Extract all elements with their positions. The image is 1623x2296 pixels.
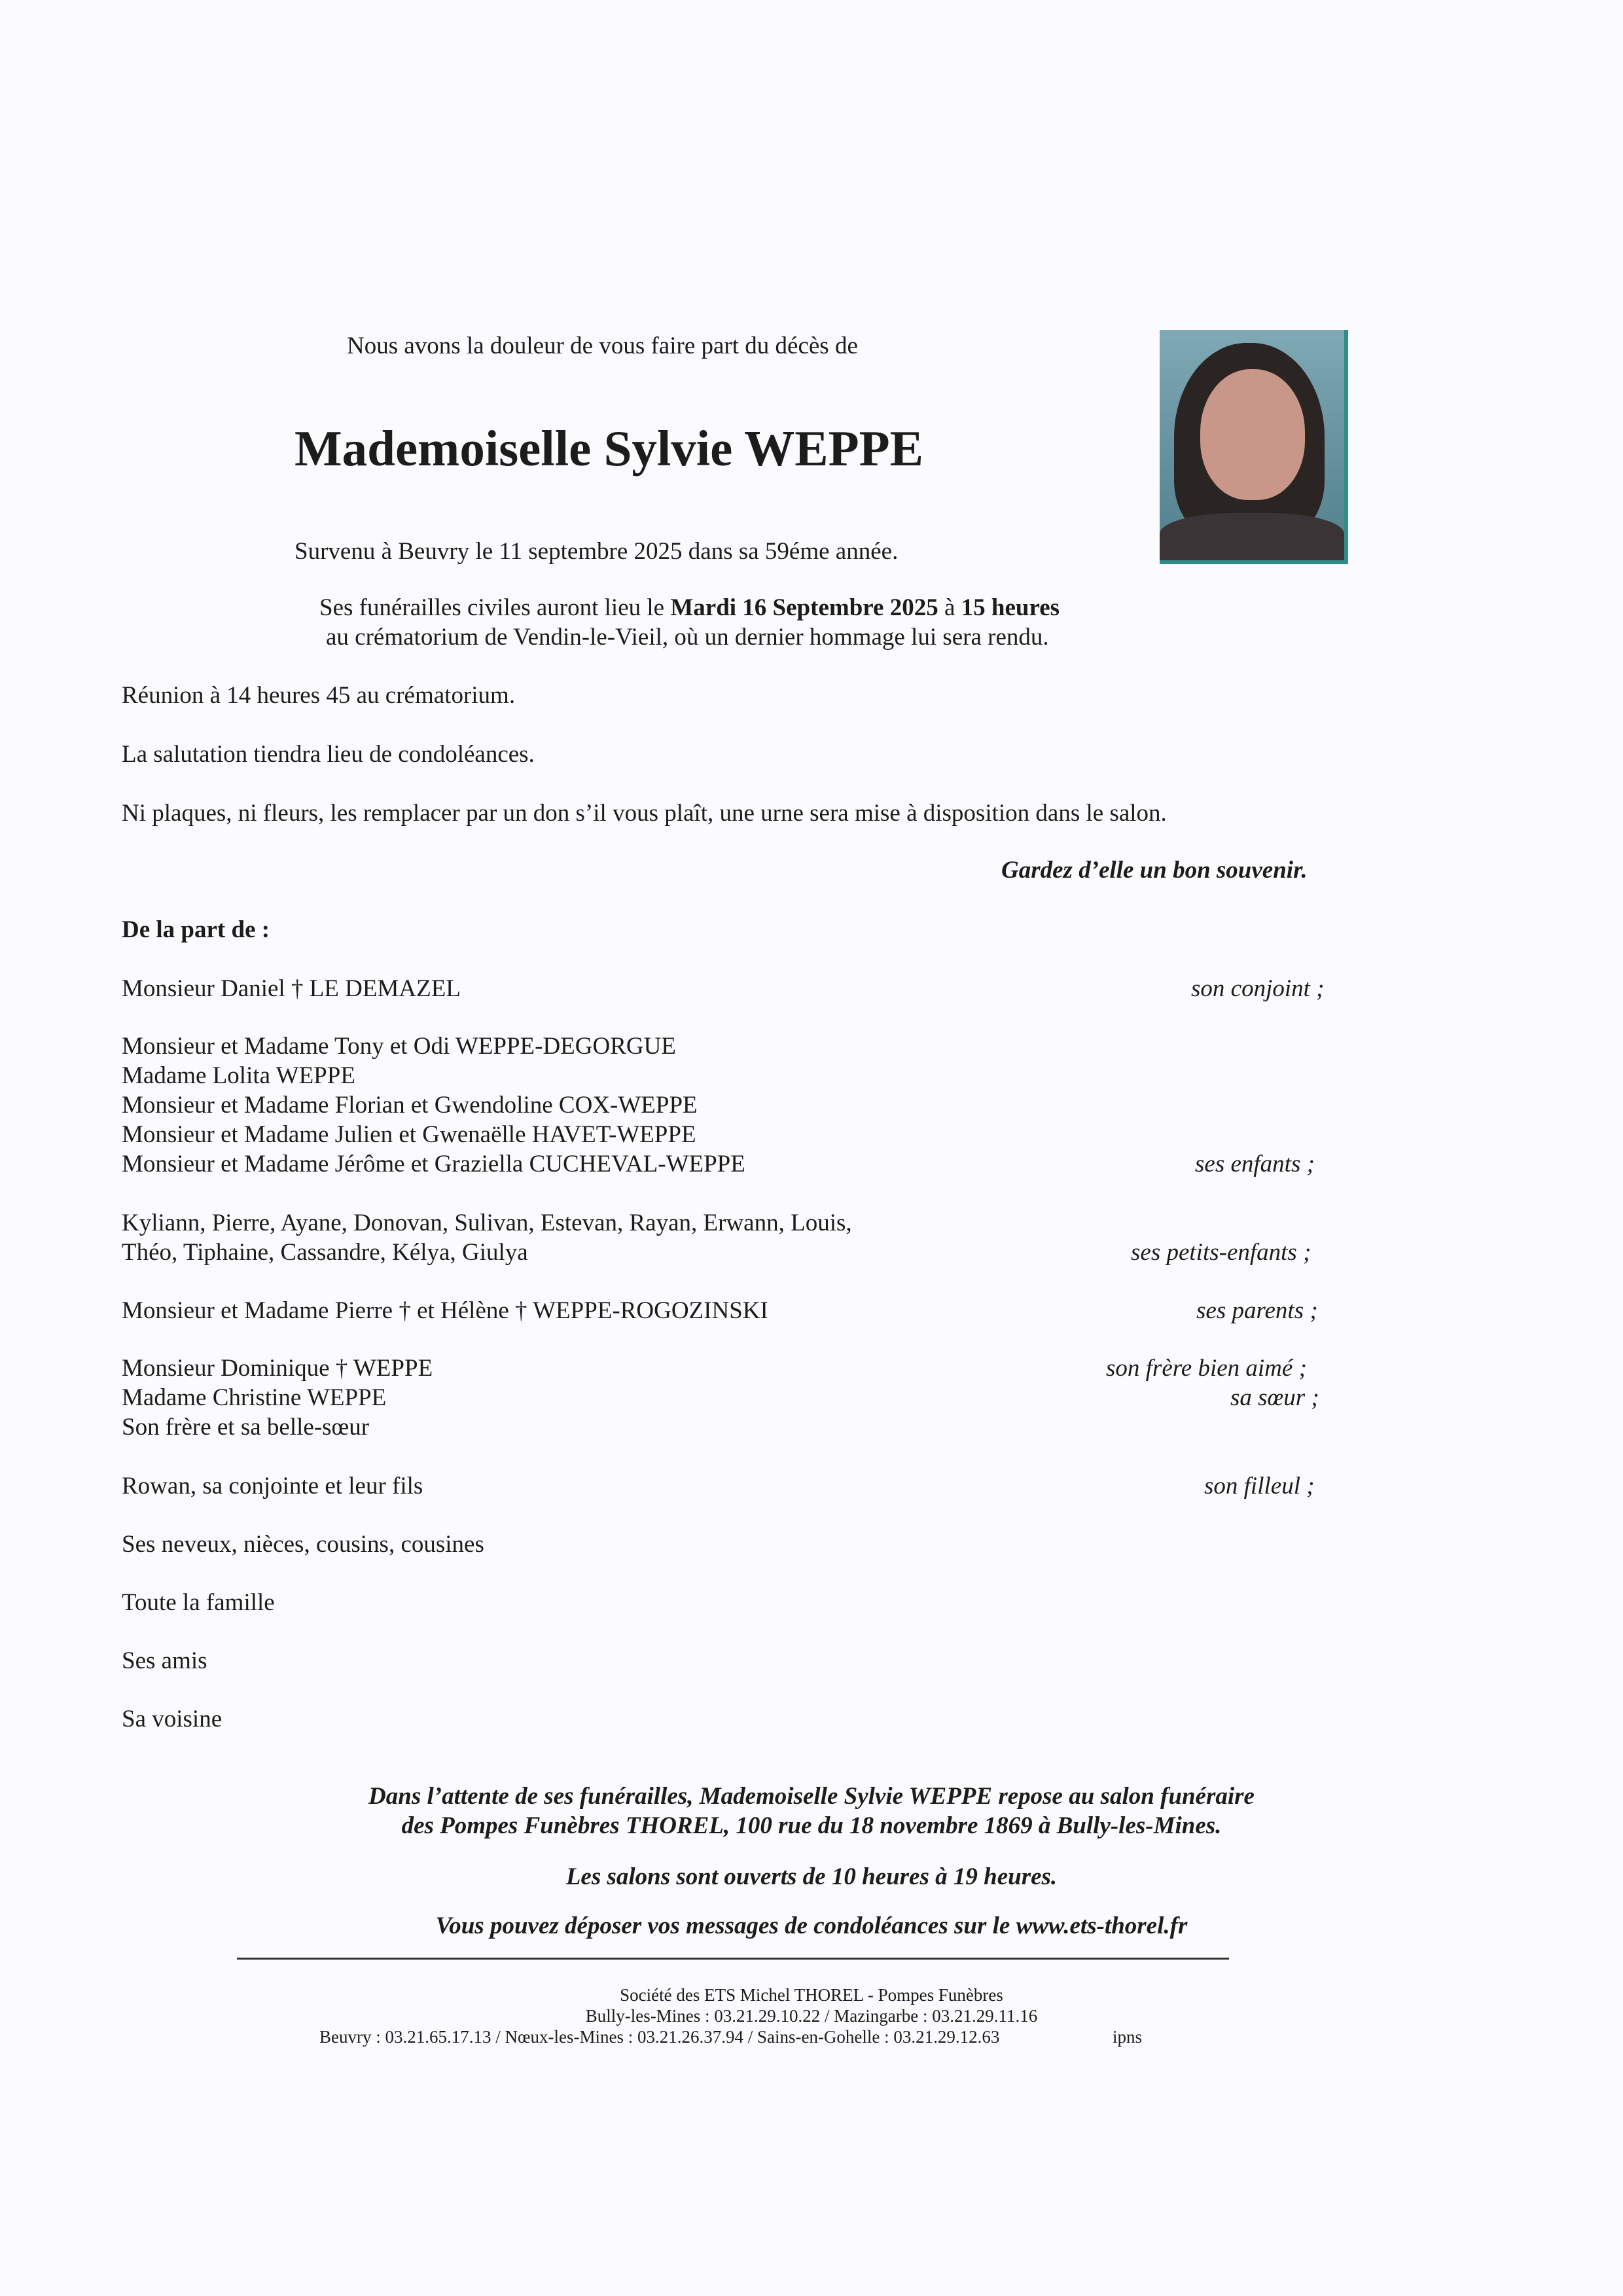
footer-ipns: ipns xyxy=(1113,2027,1143,2047)
funeral-time: 15 heures xyxy=(961,594,1060,621)
brother-sister-in-law: Son frère et sa belle-sœur xyxy=(122,1414,370,1441)
funeral-intro: Ses funérailles civiles auront lieu le xyxy=(319,594,671,621)
no-flowers-text: Ni plaques, ni fleurs, les remplacer par un don s’il vous plaît, une urne sera mise à disposition dans le salon. xyxy=(122,800,1167,827)
other-family-4: Sa voisine xyxy=(122,1706,223,1732)
godson-name: Rowan, sa conjointe et leur fils xyxy=(122,1473,423,1499)
children-role: ses enfants ; xyxy=(1195,1151,1315,1177)
brother-role: son frère bien aimé ; xyxy=(1106,1355,1307,1382)
godson-role: son filleul ; xyxy=(1204,1473,1315,1499)
salon-hours: Les salons sont ouverts de 10 heures à 19 heures. xyxy=(565,1863,1058,1890)
salutation-text: La salutation tiendra lieu de condoléances. xyxy=(122,741,535,768)
other-family-1: Ses neveux, nièces, cousins, cousines xyxy=(122,1531,484,1558)
repose-line-1: Dans l’attente de ses funérailles, Mademoiselle Sylvie WEPPE repose au salon funéraire xyxy=(368,1783,1255,1810)
sister-role: sa sœur ; xyxy=(1230,1384,1319,1411)
portrait-face xyxy=(1200,369,1305,500)
reunion-text: Réunion à 14 heures 45 au crématorium. xyxy=(122,682,516,709)
footer-divider xyxy=(237,1958,1229,1960)
child-3: Monsieur et Madame Florian et Gwendoline COX-WEPPE xyxy=(122,1092,698,1119)
child-4: Monsieur et Madame Julien et Gwenaëlle HAVET-WEPPE xyxy=(122,1121,696,1148)
child-5: Monsieur et Madame Jérôme et Graziella CUCHEVAL-WEPPE xyxy=(122,1151,745,1177)
footer-company: Société des ETS Michel THOREL - Pompes Funèbres xyxy=(620,1985,1003,2005)
parents-role: ses parents ; xyxy=(1196,1297,1318,1324)
sister-name: Madame Christine WEPPE xyxy=(122,1384,387,1411)
grandchildren-role: ses petits-enfants ; xyxy=(1131,1239,1311,1266)
funeral-line-1 xyxy=(319,593,1060,622)
footer-phones-1: Bully-les-Mines : 03.21.29.10.22 / Mazingarbe : 03.21.29.11.16 xyxy=(585,2006,1038,2026)
portrait-photo xyxy=(1160,330,1348,564)
portrait-shoulders xyxy=(1160,513,1344,564)
other-family-2: Toute la famille xyxy=(122,1589,275,1616)
conjoint-name: Monsieur Daniel † LE DEMAZEL xyxy=(122,975,461,1002)
grandchildren-line-1: Kyliann, Pierre, Ayane, Donovan, Sulivan, Estevan, Rayan, Erwann, Louis, xyxy=(122,1210,852,1236)
child-2: Madame Lolita WEPPE xyxy=(122,1062,355,1089)
brother-name: Monsieur Dominique † WEPPE xyxy=(122,1355,433,1382)
funeral-mid: à xyxy=(938,594,961,621)
other-family-3: Ses amis xyxy=(122,1647,207,1674)
condolence-messages: Vous pouvez déposer vos messages de condoléances sur le www.ets-thorel.fr xyxy=(435,1912,1188,1939)
souvenir-text: Gardez d’elle un bon souvenir. xyxy=(1001,857,1308,884)
death-line: Survenu à Beuvry le 11 septembre 2025 dans sa 59éme année. xyxy=(294,538,899,565)
child-1: Monsieur et Madame Tony et Odi WEPPE-DEGORGUE xyxy=(122,1033,676,1060)
de-la-part-heading: De la part de : xyxy=(122,916,270,943)
repose-line-2: des Pompes Funèbres THOREL, 100 rue du 18 novembre 1869 à Bully-les-Mines. xyxy=(401,1812,1222,1839)
funeral-date: Mardi 16 Septembre 2025 xyxy=(670,594,938,621)
conjoint-role: son conjoint ; xyxy=(1191,975,1325,1002)
deceased-name: Mademoiselle Sylvie WEPPE xyxy=(294,420,923,476)
intro-text: Nous avons la douleur de vous faire part du décès de xyxy=(347,332,858,359)
funeral-line-2: au crématorium de Vendin-le-Vieil, où un dernier hommage lui sera rendu. xyxy=(326,624,1049,651)
footer-phones-2: Beuvry : 03.21.65.17.13 / Nœux-les-Mines : 03.21.26.37.94 / Sains-en-Gohelle : 03.21.29.12.63 xyxy=(319,2027,1000,2047)
parents-name: Monsieur et Madame Pierre † et Hélène † WEPPE-ROGOZINSKI xyxy=(122,1297,768,1324)
grandchildren-line-2: Théo, Tiphaine, Cassandre, Kélya, Giulya xyxy=(122,1239,528,1266)
